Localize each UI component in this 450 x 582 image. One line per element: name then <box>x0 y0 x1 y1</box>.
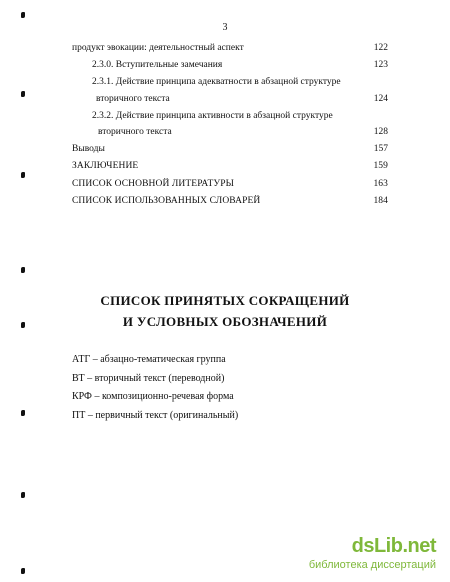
toc-entry-page: 128 <box>373 127 388 137</box>
toc-entry-page: 124 <box>373 94 388 104</box>
section-heading-line-2: И УСЛОВНЫХ ОБОЗНАЧЕНИЙ <box>122 314 328 329</box>
toc-entry-title-continuation: вторичного текста <box>98 127 172 137</box>
toc-entry-page: 163 <box>373 179 388 189</box>
toc-entry-title: СПИСОК ИСПОЛЬЗОВАННЫХ СЛОВАРЕЙ <box>72 196 261 206</box>
toc-entry-page: 122 <box>373 43 388 53</box>
toc-entry-title: Выводы <box>72 144 105 154</box>
scan-margin-mark <box>21 410 25 416</box>
watermark-caption: библиотека диссертаций <box>308 559 436 571</box>
watermark[interactable] <box>308 534 450 578</box>
toc-entry-page: 184 <box>373 196 388 206</box>
abbreviation-item: КРФ – композиционно-речевая форма <box>72 391 234 402</box>
scan-margin-mark <box>21 568 25 574</box>
table-of-contents <box>0 0 450 230</box>
abbreviation-item: ПТ – первичный текст (оригинальный) <box>72 409 239 421</box>
toc-entry-title-continuation: вторичного текста <box>96 94 170 104</box>
section-heading-line-1: СПИСОК ПРИНЯТЫХ СОКРАЩЕНИЙ <box>100 293 350 308</box>
watermark-logo: dsLib.net <box>351 535 436 557</box>
toc-entry-title: 2.3.1. Действие принципа адекватности в абзацной структуре <box>92 77 341 87</box>
page-number: 3 <box>222 22 228 33</box>
scan-margin-mark <box>21 492 25 498</box>
toc-entry-page: 159 <box>373 161 388 171</box>
toc-entry-page: 123 <box>373 60 388 70</box>
scan-margin-mark <box>21 322 25 328</box>
toc-entry-title: продукт эвокации: деятельностный аспект <box>72 43 244 53</box>
scan-margin-mark <box>21 172 25 178</box>
scan-margin-mark <box>21 267 25 273</box>
toc-entry-title: СПИСОК ОСНОВНОЙ ЛИТЕРАТУРЫ <box>72 179 234 189</box>
toc-entry-page: 157 <box>373 144 388 154</box>
toc-entry-title: 2.3.2. Действие принципа активности в абзацной структуре <box>92 111 333 121</box>
scan-margin-mark <box>21 12 25 18</box>
abbreviation-item: АТГ – абзацно-тематическая группа <box>72 354 226 365</box>
abbreviation-list <box>72 351 412 425</box>
toc-entry-title: 2.3.0. Вступительные замечания <box>92 60 223 70</box>
scan-margin-mark <box>21 91 25 97</box>
abbreviation-item: ВТ – вторичный текст (переводной) <box>72 372 225 384</box>
toc-entry-title: ЗАКЛЮЧЕНИЕ <box>72 161 139 171</box>
